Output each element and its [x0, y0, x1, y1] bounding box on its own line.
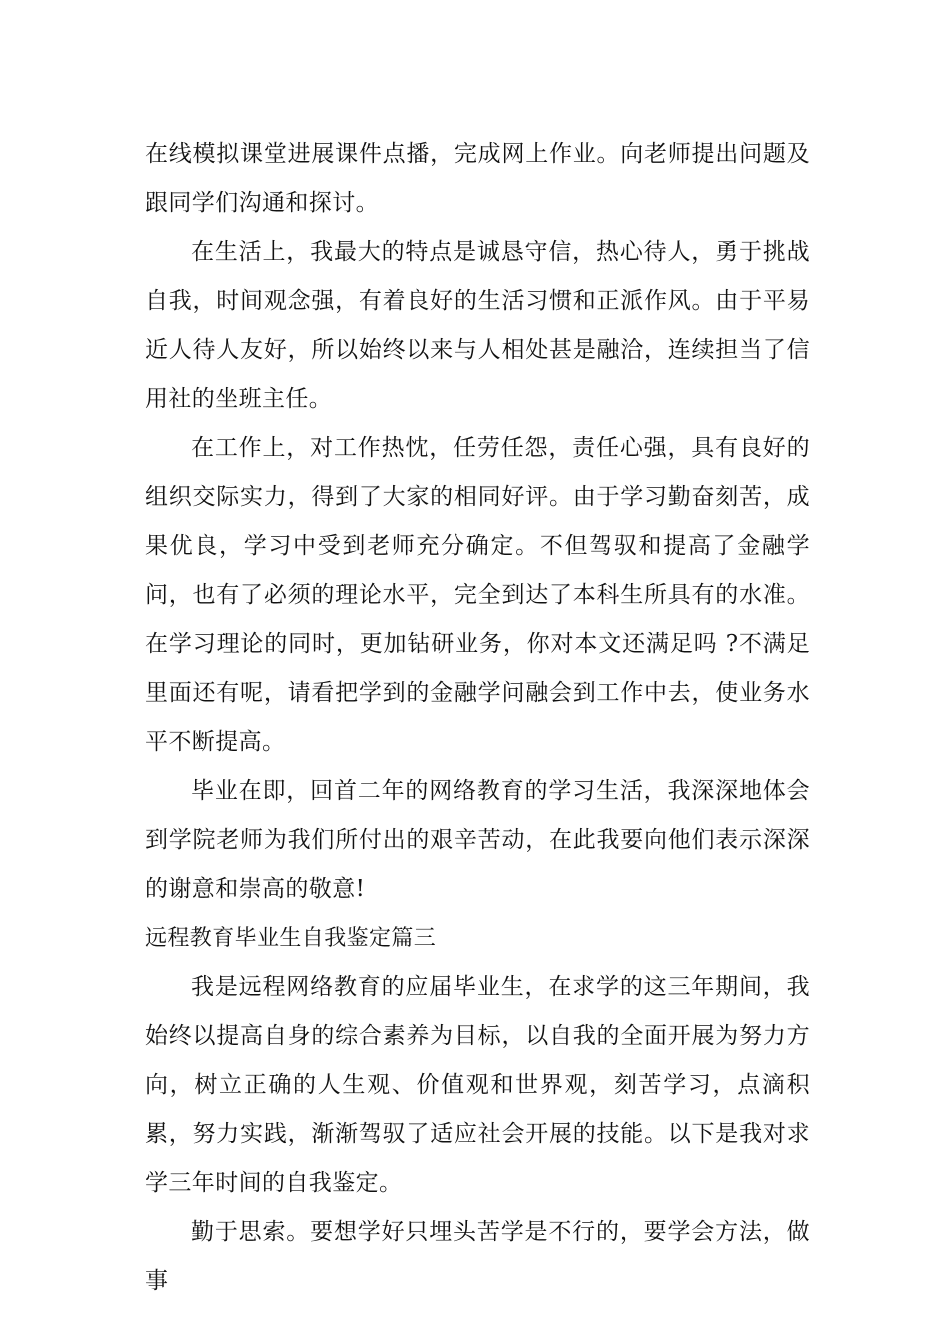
paragraph-graduation: 毕业在即，回首二年的网络教育的学习生活，我深深地体会到学院老师为我们所付出的艰辛苦动，在此我要向他们表示深深的谢意和崇高的敬意!: [145, 778, 810, 902]
paragraph-online-classes: 在线模拟课堂进展课件点播，完成网上作业。向老师提出问题及跟同学们沟通和探讨。: [145, 141, 810, 216]
document-body: [145, 130, 810, 1306]
paragraph-intro-part3: 我是远程网络教育的应届毕业生，在求学的这三年期间，我始终以提高自身的综合素养为目标，以自我的全面开展为努力方向，树立正确的人生观、价值观和世界观，刻苦学习，点滴积累，努力实践，渐渐驾驭了适应社会开展的技能。以下是我对求学三年时间的自我鉴定。: [145, 974, 810, 1196]
paragraph-work: 在工作上，对工作热忱，任劳任怨，责任心强，具有良好的组织交际实力，得到了大家的相同好评。由于学习勤奋刻苦，成果优良，学习中受到老师充分确定。不但驾驭和提高了金融学问，也有了必须的理论水平，完全到达了本科生所具有的水准。在学习理论的同时，更加钻研业务，你对本文还满足吗 ?不满足里面还有呢，请看把学到的金融学问融会到工作中去，使业务水平不断提高。: [145, 435, 810, 755]
paragraph-life: 在生活上，我最大的特点是诚恳守信，热心待人，勇于挑战自我，时间观念强，有着良好的生活习惯和正派作风。由于平易近人待人友好，所以始终以来与人相处甚是融洽，连续担当了信用社的坐班主任。: [145, 239, 810, 412]
section-heading: 远程教育毕业生自我鉴定篇三: [145, 926, 437, 951]
paragraph-thinking: 勤于思索。要想学好只埋头苦学是不行的，要学会方法，做事: [145, 1219, 810, 1294]
